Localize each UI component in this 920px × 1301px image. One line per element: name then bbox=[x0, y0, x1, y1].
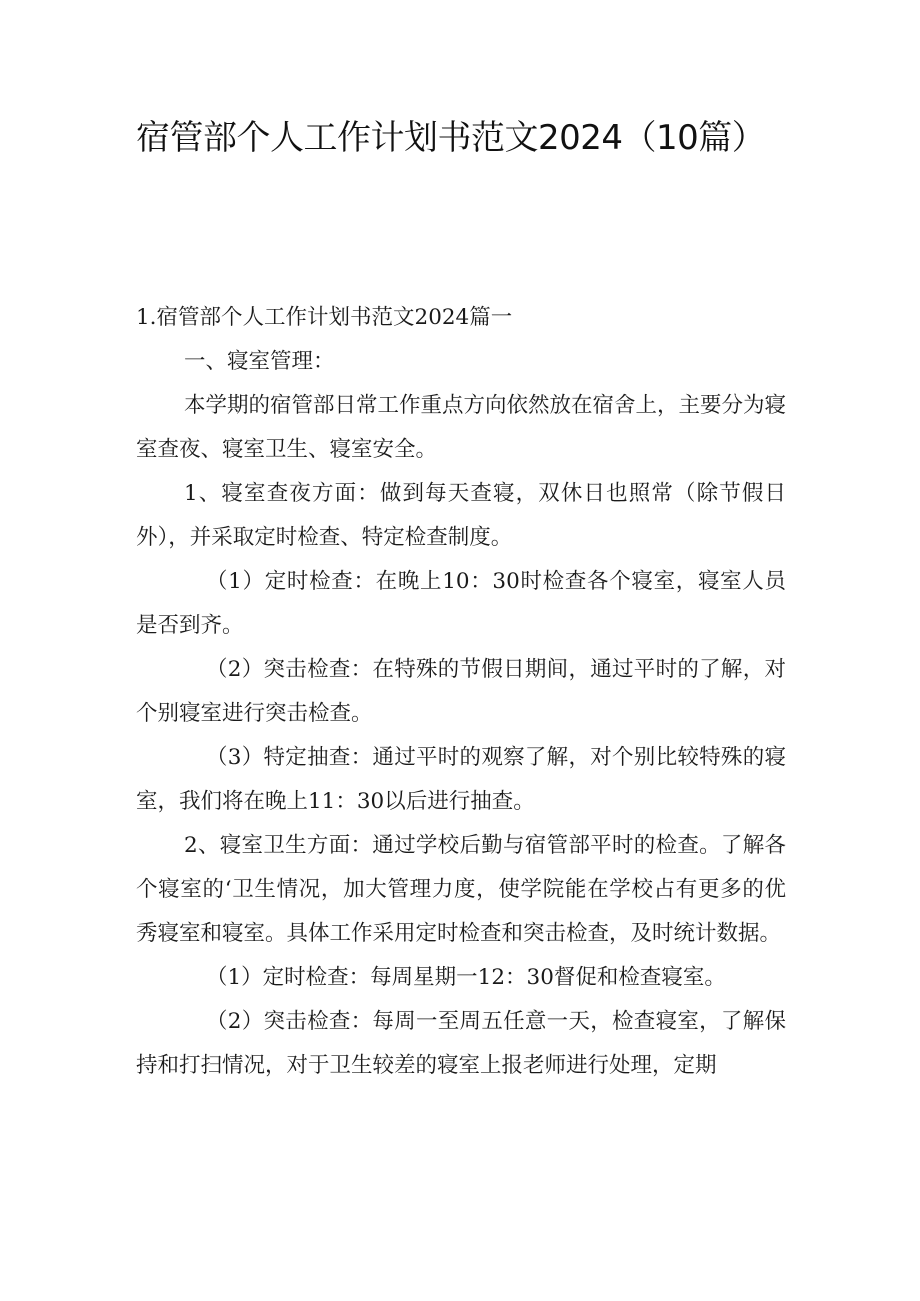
paragraph: 本学期的宿管部日常工作重点方向依然放在宿舍上，主要分为寝室查夜、寝室卫生、寝室安全。 bbox=[136, 393, 787, 462]
paragraph: （2）突击检查：在特殊的节假日期间，通过平时的了解，对个别寝室进行突击检查。 bbox=[136, 657, 786, 726]
paragraph: 2、寝室卫生方面：通过学校后勤与宿管部平时的检查。了解各个寝室的‘卫生情况，加大管理力度，使学院能在学校占有更多的优秀寝室和寝室。具体工作采用定时检查和突击检查，及时统计数据。 bbox=[136, 833, 786, 946]
section-heading: 1.宿管部个人工作计划书范文2024篇一 bbox=[136, 305, 513, 330]
paragraph: 1、寝室查夜方面：做到每天查寝，双休日也照常（除节假日外），并采取定时检查、特定检查制度。 bbox=[136, 481, 786, 550]
document-title: 宿管部个人工作计划书范文2024（10篇） bbox=[136, 118, 766, 158]
paragraph: （2）突击检查：每周一至周五任意一天，检查寝室，了解保持和打扫情况，对于卫生较差的寝室上报老师进行处理，定期 bbox=[136, 1009, 786, 1078]
paragraph: （1）定时检查：每周星期一12：30督促和检查寝室。 bbox=[206, 965, 726, 990]
paragraph: （3）特定抽查：通过平时的观察了解，对个别比较特殊的寝室，我们将在晚上11：30以后进行抽查。 bbox=[136, 745, 786, 814]
document-body bbox=[136, 296, 786, 1088]
paragraph: （1）定时检查：在晚上10：30时检查各个寝室，寝室人员是否到齐。 bbox=[136, 569, 786, 638]
subsection-heading: 一、寝室管理： bbox=[184, 349, 335, 374]
